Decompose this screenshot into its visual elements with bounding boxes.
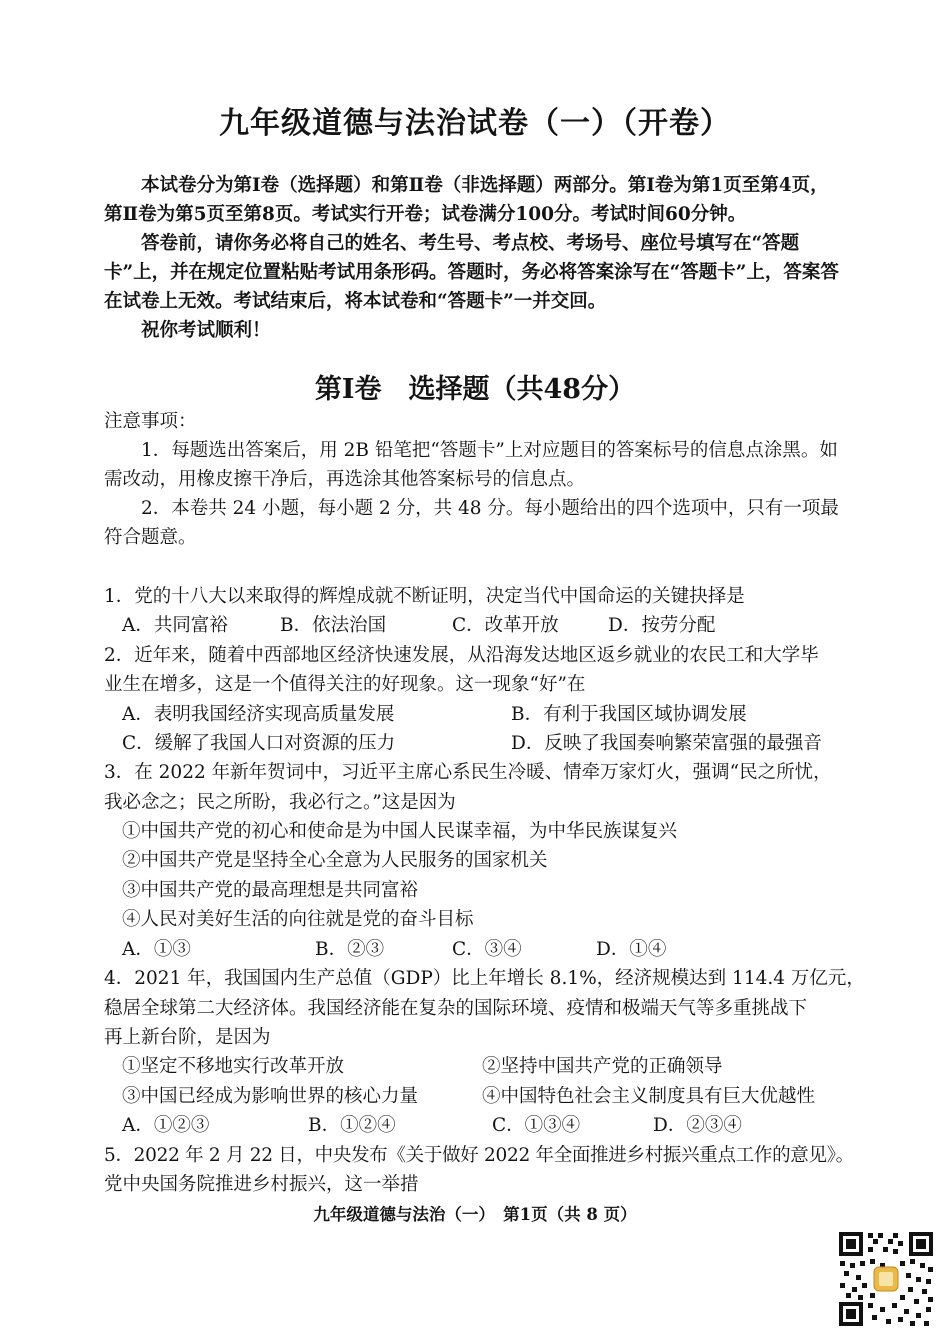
question-1-option-d: D．按劳分配 (608, 615, 716, 636)
question-4-statement-1: ①坚定不移地实行改革开放 (122, 1056, 345, 1077)
question-3-statement-1: ①中国共产党的初心和使命是为中国人民谋幸福，为中华民族谋复兴 (122, 821, 678, 842)
question-3-option-d: D．①④ (596, 939, 667, 960)
question-2-stem-line-1: 2．近年来，随着中西部地区经济快速发展，从沿海发达地区返乡就业的农民工和大学毕 (104, 645, 819, 666)
intro-paragraph-1: 本试卷分为第Ⅰ卷（选择题）和第Ⅱ卷（非选择题）两部分。第Ⅰ卷为第1页至第4页，第Ⅱ卷为第5页至第8页。考试实行开卷；试卷满分100分。考试时间60分钟。 (104, 175, 829, 225)
question-1-option-c: C．改革开放 (452, 615, 559, 636)
qr-code-icon (836, 1229, 936, 1329)
question-4-option-a: A．①②③ (122, 1115, 210, 1136)
good-luck-text: 祝你考试顺利！ (141, 320, 271, 341)
question-3-option-c: C．③④ (452, 939, 522, 960)
notice-heading: 注意事项： (104, 411, 197, 432)
question-4-stem-line-3: 再上新台阶，是因为 (104, 1027, 271, 1048)
page-footer: 九年级道德与法治（一） 第1页（共 8 页） (313, 1205, 637, 1224)
question-1-stem: 1．党的十八大以来取得的辉煌成就不断证明，决定当代中国命运的关键抉择是 (104, 586, 745, 607)
question-3-option-a: A．①③ (122, 939, 191, 960)
question-3-option-b: B．②③ (315, 939, 385, 960)
question-3-statement-3: ③中国共产党的最高理想是共同富裕 (122, 880, 419, 901)
question-4-stem-line-2: 稳居全球第二大经济体。我国经济能在复杂的国际环境、疫情和极端天气等多重挑战下 (104, 998, 808, 1019)
question-2-stem-line-2: 业生在增多，这是一个值得关注的好现象。这一现象“好”在 (104, 674, 586, 695)
section-title: 第Ⅰ卷 选择题（共48分） (314, 374, 636, 405)
exam-title: 九年级道德与法治试卷（一）（开卷） (219, 106, 731, 141)
question-2-option-c: C．缓解了我国人口对资源的压力 (122, 733, 396, 754)
question-4-statement-4: ④中国特色社会主义制度具有巨大优越性 (482, 1086, 816, 1107)
question-1-option-a: A．共同富裕 (122, 615, 228, 636)
question-2-option-b: B．有利于我国区域协调发展 (511, 704, 747, 725)
question-3-stem-line-2: 我必念之；民之所盼，我必行之。”这是因为 (104, 792, 456, 813)
question-3-statement-4: ④人民对美好生活的向往就是党的奋斗目标 (122, 909, 474, 930)
question-5-stem-line-1: 5．2022 年 2 月 22 日，中央发布《关于做好 2022 年全面推进乡村振兴重点工作的意见》。 (104, 1145, 854, 1166)
question-2-option-d: D．反映了我国奏响繁荣富强的最强音 (511, 733, 822, 754)
question-4-option-c: C．①③④ (492, 1115, 581, 1136)
question-4-option-d: D．②③④ (653, 1115, 742, 1136)
question-4-statement-2: ②坚持中国共产党的正确领导 (482, 1056, 723, 1077)
notice-item-1: 1．每题选出答案后，用 2B 铅笔把“答题卡”上对应题目的答案标号的信息点涂黑。如需改动，用橡皮擦干净后，再选涂其他答案标号的信息点。 (104, 440, 838, 490)
question-1-option-b: B．依法治国 (280, 615, 387, 636)
question-5-stem-line-2: 党中央国务院推进乡村振兴，这一举措 (104, 1174, 419, 1195)
intro-paragraph-2: 答卷前，请你务必将自己的姓名、考生号、考点校、考场号、座位号填写在“答题卡”上，并在规定位置粘贴考试用条形码。答题时，务必将答案涂写在“答题卡”上，答案答在试卷上无效。考试结束后，将本试卷和“答题卡”一并交回。 (104, 233, 839, 312)
question-2-option-a: A．表明我国经济实现高质量发展 (122, 704, 395, 725)
question-4-statement-3: ③中国已经成为影响世界的核心力量 (122, 1086, 419, 1107)
question-4-option-b: B．①②④ (308, 1115, 396, 1136)
question-4-stem-line-1: 4．2021 年，我国国内生产总值（GDP）比上年增长 8.1%，经济规模达到 114.4 万亿元， (104, 968, 865, 989)
question-3-statement-2: ②中国共产党是坚持全心全意为人民服务的国家机关 (122, 850, 548, 871)
question-3-stem-line-1: 3．在 2022 年新年贺词中，习近平主席心系民生冷暖、情牵万家灯火，强调“民之所忧， (104, 762, 832, 783)
notice-item-2: 2．本卷共 24 小题，每小题 2 分，共 48 分。每小题给出的四个选项中，只有一项最符合题意。 (104, 498, 839, 548)
